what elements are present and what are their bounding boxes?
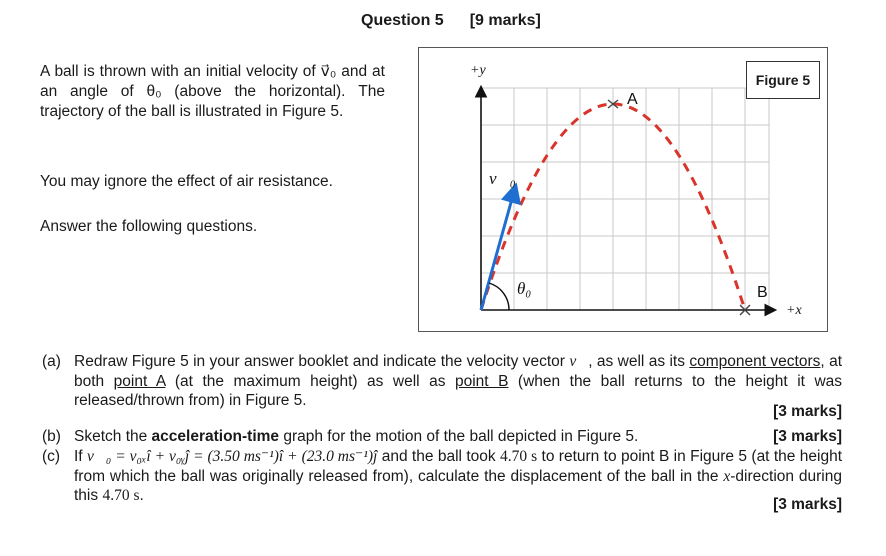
x-axis-label: +x	[786, 303, 802, 318]
question-c-marks: [3 marks]	[773, 496, 842, 513]
question-header	[361, 12, 541, 30]
question-title: Question 5	[361, 12, 444, 29]
question-c	[42, 447, 843, 513]
question-b-label: (b)	[42, 428, 61, 445]
question-a-marks: [3 marks]	[773, 403, 842, 420]
intro-paragraph-2: You may ignore the effect of air resistance.	[40, 173, 333, 190]
question-b-marks: [3 marks]	[773, 428, 842, 445]
angle-arc	[489, 283, 509, 310]
angle-label: θ₀	[517, 279, 532, 298]
initial-velocity-vector	[481, 188, 515, 310]
question-c-text: If v⃗₀ = v₀ₓî + v₀ᵧĵ = (3.50 ms⁻¹)î + (23.0 ms⁻¹)ĵ and the ball took 4.70 s to return to point B in Figure 5 (at the height from which the ball was originally released from), calculate the displacement of the ball in the x-direction during this 4.70 s.	[74, 448, 843, 504]
question-a-label: (a)	[42, 353, 61, 370]
figure-title: Figure 5	[755, 72, 811, 88]
question-c-label: (c)	[42, 448, 61, 465]
figure-title-box	[746, 61, 820, 99]
question-marks: [9 marks]	[469, 12, 541, 29]
point-b-label: B	[757, 284, 768, 301]
intro-paragraph-1: A ball is thrown with an initial velocity of v⃗₀ and at an angle of θ₀ (above the horizontal). The trajectory of the ball is illustrated in Figure 5.	[40, 63, 385, 120]
point-a-label: A	[627, 91, 638, 108]
question-b	[42, 427, 842, 447]
figure-5	[418, 47, 828, 332]
question-a-text: Redraw Figure 5 in your answer booklet and indicate the velocity vector v⃗, as well as its component vectors, at both point A (at the maximum height) as well as point B (when the ball returns to the height it was released/thrown from) in Figure 5.	[74, 353, 843, 409]
velocity-equation: v⃗₀ = v₀ₓî + v₀ᵧĵ = (3.50 ms⁻¹)î + (23.0 ms⁻¹)ĵ	[87, 448, 378, 465]
intro-paragraph-3: Answer the following questions.	[40, 218, 258, 235]
y-axis-label: +y	[470, 63, 486, 78]
question-b-text: Sketch the acceleration-time graph for the motion of the ball depicted in Figure 5.	[74, 428, 639, 445]
velocity-label: v⃗₀	[489, 169, 516, 188]
question-a	[42, 352, 843, 420]
